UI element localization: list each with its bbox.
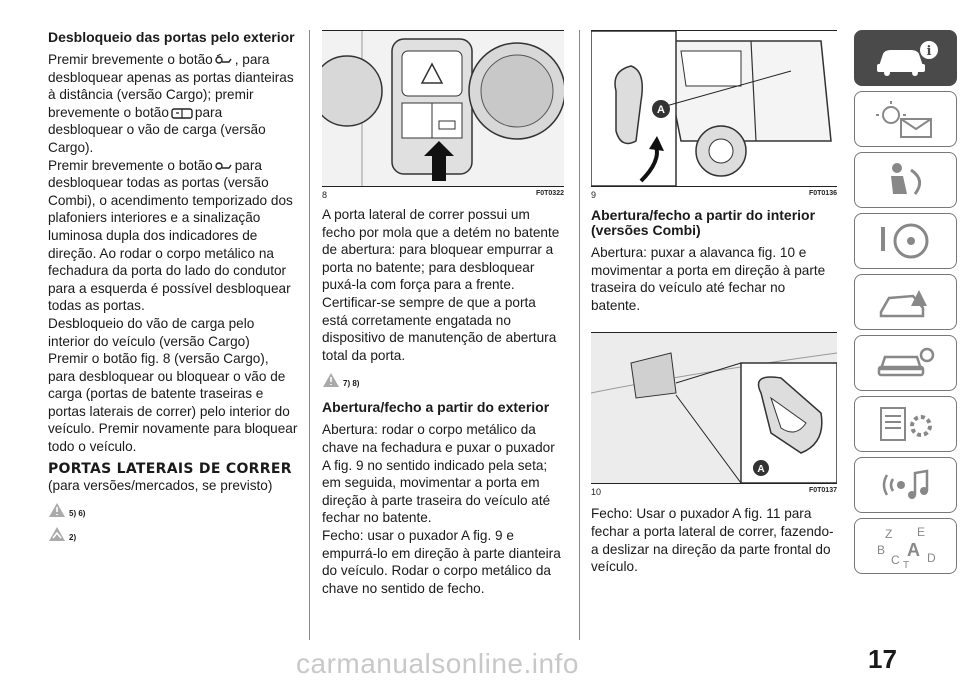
text-part: Premir brevemente o botão	[48, 52, 213, 67]
key-unlock-icon	[215, 54, 233, 66]
column-2	[322, 30, 564, 597]
warning-ref-2	[48, 526, 298, 542]
cargo-door-icon	[171, 107, 193, 120]
figure-9	[591, 30, 837, 187]
index-letters-icon	[871, 524, 941, 568]
tab-driving[interactable]	[854, 213, 957, 269]
tab-maintenance[interactable]	[854, 335, 957, 391]
figure-8-caption	[322, 190, 564, 200]
figure-code: F0T0137	[808, 487, 837, 495]
column-divider	[579, 30, 580, 640]
heading-exterior-unlock: Desbloqueio das portas pelo exterior	[48, 29, 295, 45]
car-service-icon	[871, 343, 941, 383]
tab-specs[interactable]	[854, 396, 957, 452]
airbag-icon	[871, 160, 941, 200]
paragraph-cargo-button: Premir o botão fig. 8 (versão Cargo), para desbloquear ou bloquear o vão de carga (portas de batente traseiras e portas laterais de correr) pelo interior do veículo. Premir novamente para bloquear todo o veículo.	[48, 351, 298, 455]
caution-hand-icon	[48, 526, 66, 542]
warning-lights-icon	[871, 99, 941, 139]
accident-icon	[871, 282, 941, 322]
tab-index[interactable]	[854, 518, 957, 574]
figure-8	[322, 30, 564, 187]
van-door-handle-illustration	[591, 31, 837, 186]
tab-warning-lights[interactable]	[854, 91, 957, 147]
figure-number: 8	[322, 190, 328, 200]
index-letter: Z	[884, 527, 892, 541]
index-letter: B	[876, 543, 885, 557]
warning-ref-1	[48, 502, 298, 518]
paragraph-cargo-interior: Desbloqueio do vão de carga pelo interior do veículo (versão Cargo)	[48, 315, 255, 349]
column-3	[591, 30, 837, 576]
callout-a-label: A	[757, 464, 765, 476]
paragraph-open-exterior: Abertura: rodar o corpo metálico da chave na fechadura e puxar o puxador A fig. 9 no sentido indicado pela seta; em seguida, movimentar a porta em direção à parte traseira do veículo até fechar no batente.	[322, 422, 555, 526]
paragraph-unlock-front	[48, 51, 298, 157]
heading-open-interior: Abertura/fecho a partir do interior (versões Combi)	[591, 207, 816, 238]
paragraph-unlock-all	[48, 157, 298, 315]
figure-10-caption	[591, 487, 837, 497]
figure-number: 9	[591, 190, 597, 200]
text-part: para desbloquear todas as portas (versão Combi), o acendimento temporizado dos plafoniers interiores e a sinalização luminosa dupla dos indicadores de direção. Ao rodar o corpo metálico na fechadura da porta do lado do condutor para a esquerda é possível desbloquear todas as portas.	[48, 157, 293, 314]
text-part: para desbloquear o vão de carga (versão Cargo).	[48, 104, 266, 155]
column-divider	[309, 30, 310, 640]
index-letter: E	[916, 525, 925, 539]
specs-gear-icon	[871, 404, 941, 444]
svg-text:i: i	[926, 44, 931, 59]
section-subtitle: (para versões/mercados, se previsto)	[48, 477, 273, 493]
figure-9-caption	[591, 190, 837, 200]
interior-lever-illustration	[591, 333, 837, 483]
figure-code: F0T0136	[808, 190, 837, 197]
warning-ref-text: 5) 6)	[69, 509, 86, 519]
tab-safety[interactable]	[854, 152, 957, 208]
dashboard-button-illustration	[322, 31, 564, 186]
figure-number: 10	[591, 487, 602, 498]
tab-emergency[interactable]	[854, 274, 957, 330]
car-info-icon	[871, 38, 941, 78]
index-letter: D	[926, 551, 936, 565]
watermark: carmanualsonline.info	[296, 648, 579, 679]
warning-ref-3	[322, 372, 564, 388]
index-letter: C	[890, 553, 900, 567]
paragraph-close-interior: Fecho: Usar o puxador A fig. 11 para fechar a porta lateral de correr, fazendo-a deslizar na direção da parte frontal do veículo.	[591, 506, 834, 575]
page-number: 17	[868, 644, 897, 674]
multimedia-icon	[871, 465, 941, 505]
steering-icon	[871, 221, 941, 261]
warning-ref-text: 2)	[69, 533, 77, 543]
column-1	[48, 30, 298, 542]
tab-car-info[interactable]	[854, 30, 957, 86]
callout-a-label: A	[657, 104, 665, 116]
warning-ref-text: 7) 8)	[343, 379, 360, 389]
key-unlock-all-icon	[215, 160, 233, 172]
paragraph-close-exterior: Fecho: usar o puxador A fig. 9 e empurrá-lo em direção à parte dianteira do veículo. Rodar o corpo metálico da chave no sentido de fecho.	[322, 527, 561, 596]
warning-triangle-icon	[322, 372, 340, 388]
paragraph-spring-lock: A porta lateral de correr possui um fecho por mola que a detém no batente de abertura: para bloquear empurrar a porta no batente; para desbloquear puxá-la com força para a frente. Certificar-se sempre de que a porta está corretamente engatada no dispositivo de manutenção de abertura total da porta.	[322, 207, 560, 363]
index-letter: A	[906, 540, 920, 560]
section-heading-sliding-doors: PORTAS LATERAIS DE CORRER	[48, 460, 292, 477]
tab-multimedia[interactable]	[854, 457, 957, 513]
text-part: Premir brevemente o botão	[48, 157, 213, 173]
figure-10	[591, 332, 837, 484]
heading-open-exterior: Abertura/fecho a partir do exterior	[322, 399, 550, 416]
text-part: , para desbloquear apenas as portas dianteiras à distância (versão Cargo); premir brevemente o botão	[48, 52, 294, 120]
figure-code: F0T0322	[535, 190, 564, 197]
warning-triangle-icon	[48, 502, 66, 518]
index-letter: T	[902, 560, 909, 568]
chapter-sidebar	[854, 30, 960, 579]
paragraph-open-interior: Abertura: puxar a alavanca fig. 10 e movimentar a porta em direção à parte traseira do veículo até fechar no batente.	[591, 245, 826, 313]
